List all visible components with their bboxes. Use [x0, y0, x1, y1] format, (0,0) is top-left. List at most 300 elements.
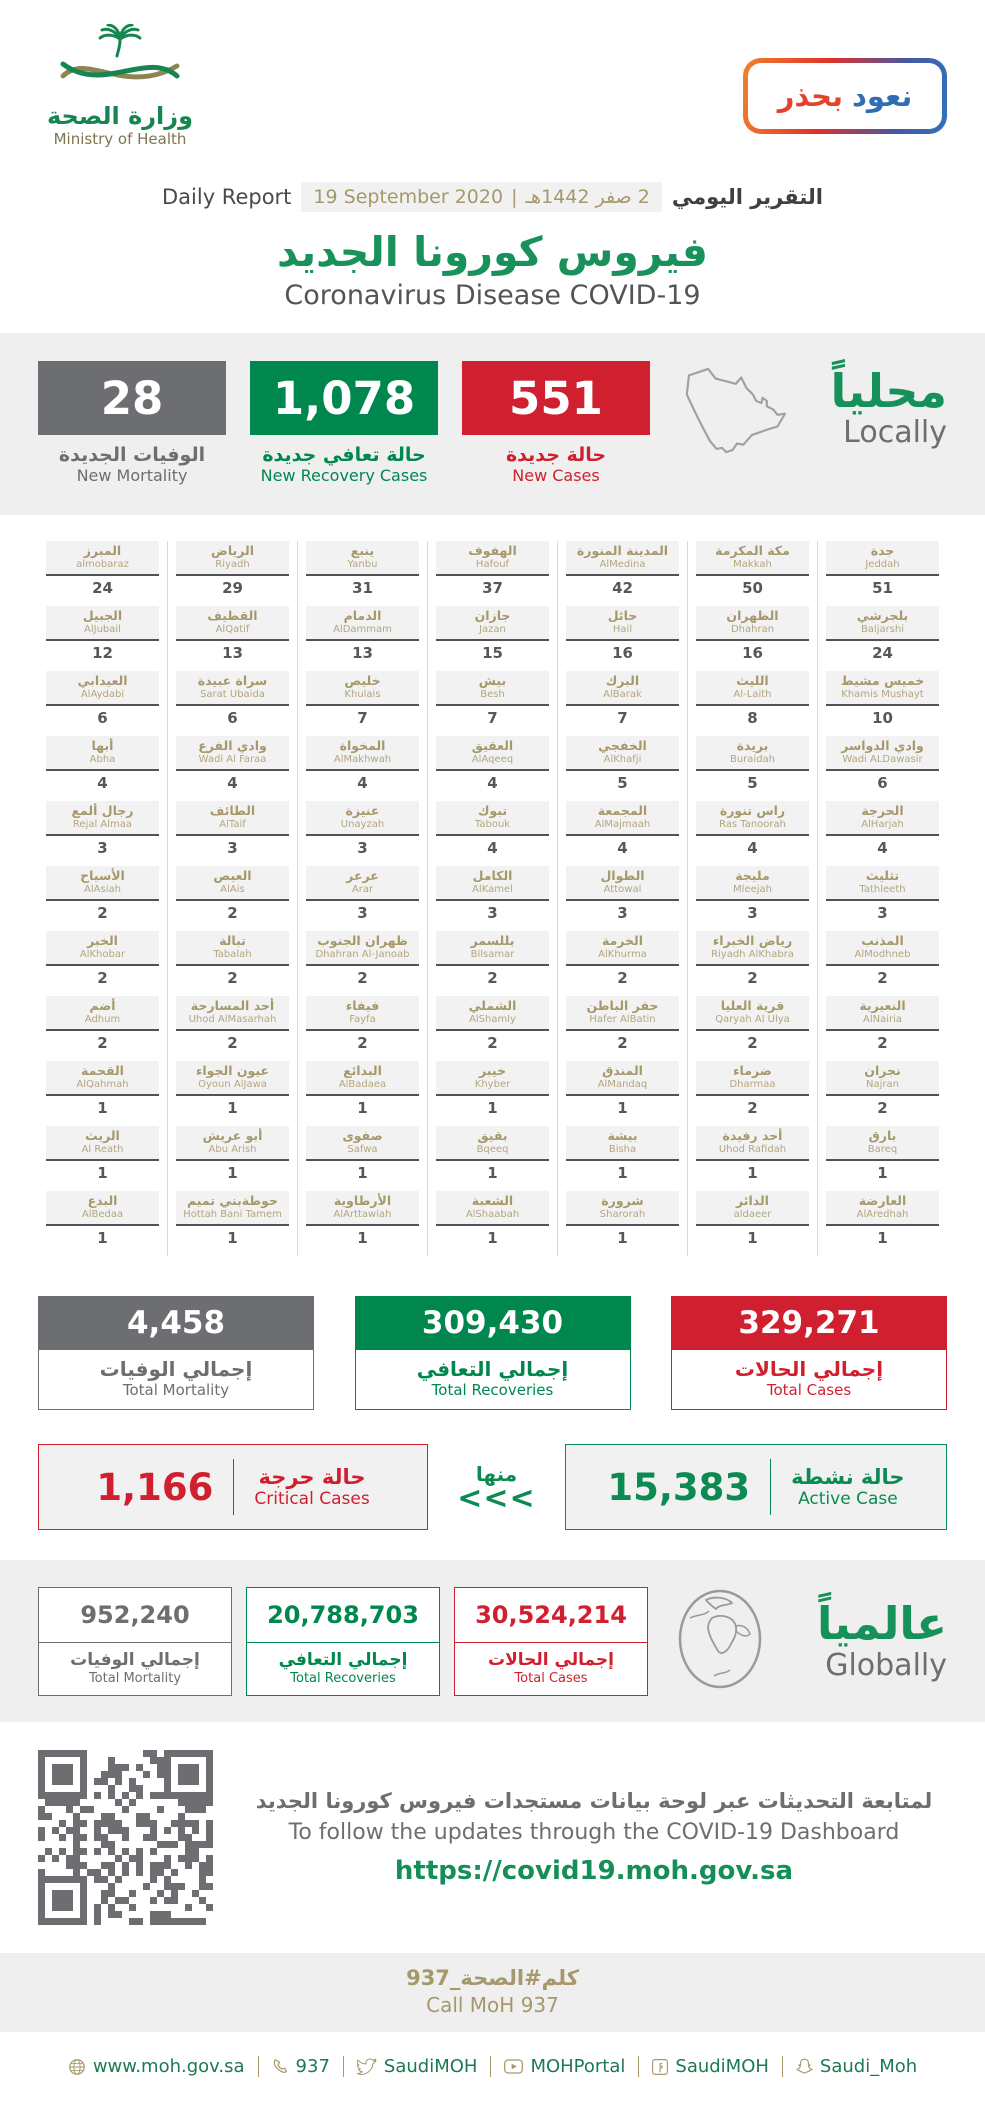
city-name	[826, 996, 939, 1031]
city-case-count: 2	[97, 904, 108, 922]
city-name-ar: الأرطاوية	[333, 1193, 392, 1208]
city-name-ar: شرورة	[601, 1193, 644, 1208]
city-case-count: 3	[97, 839, 108, 857]
city-cell	[298, 931, 427, 994]
city-name	[436, 996, 549, 1031]
city-cell	[38, 1126, 167, 1189]
city-name-ar: خميس مشيط	[840, 673, 925, 688]
city-name	[436, 736, 549, 771]
city-case-count: 1	[877, 1164, 888, 1182]
city-cell	[428, 996, 557, 1059]
city-name	[436, 671, 549, 706]
city-case-count: 2	[747, 1034, 758, 1052]
city-case-count: 2	[617, 1034, 628, 1052]
city-case-count: 1	[97, 1099, 108, 1117]
city-case-count: 1	[357, 1229, 368, 1247]
city-cell	[558, 996, 687, 1059]
badge-word-orange: بحذر	[777, 79, 843, 113]
footer-item-saudimoh[interactable]	[638, 2056, 782, 2077]
city-name-ar: جازان	[474, 608, 511, 623]
city-name-ar: الكامل	[472, 868, 513, 883]
total-mortality-label-ar: إجمالي الوفيات	[99, 1357, 253, 1381]
dashboard-url-link[interactable]: https://covid19.moh.gov.sa	[394, 1856, 794, 1886]
city-cell	[558, 1126, 687, 1189]
city-case-count: 3	[877, 904, 888, 922]
dashboard-section	[0, 1722, 985, 1953]
city-name-en: AlShaabah	[465, 1209, 520, 1220]
global-cases-label-en: Total Cases	[514, 1670, 588, 1686]
city-name	[826, 801, 939, 836]
city-name-en: Tathleeth	[859, 884, 906, 895]
total-mortality-box	[38, 1296, 314, 1410]
city-cell	[168, 801, 297, 864]
city-name-ar: الليث	[736, 673, 769, 688]
city-name	[46, 606, 159, 641]
city-case-count: 2	[487, 1034, 498, 1052]
city-column	[427, 541, 557, 1256]
city-name-ar: أبها	[91, 738, 114, 753]
city-cell	[428, 801, 557, 864]
city-cell	[558, 671, 687, 734]
city-case-count: 24	[872, 644, 893, 662]
city-name	[566, 996, 679, 1031]
global-recoveries-label-en: Total Recoveries	[290, 1670, 396, 1686]
active-cases-label-ar: حالة نشطة	[791, 1465, 905, 1489]
city-name-en: Hottah Bani Tamem	[183, 1209, 282, 1220]
city-name	[46, 866, 159, 901]
phone-icon	[272, 2058, 289, 2075]
total-cases-label-ar: إجمالي الحالات	[734, 1357, 884, 1381]
city-name-en: AlKamel	[472, 884, 513, 895]
city-cell	[558, 736, 687, 799]
city-name-en: AlArttawiah	[333, 1209, 392, 1220]
city-case-count: 4	[877, 839, 888, 857]
new-recovery-value: 1,078	[250, 361, 438, 435]
city-name-en: AlModhneb	[854, 949, 911, 960]
city-case-count: 51	[872, 579, 893, 597]
city-case-count: 37	[482, 579, 503, 597]
active-cases-value: 15,383	[607, 1465, 751, 1509]
city-name-ar: رياض الخبراء	[712, 933, 793, 948]
city-name-ar: الريث	[85, 1128, 120, 1143]
city-cell	[818, 736, 947, 799]
city-case-count: 2	[877, 969, 888, 987]
global-recoveries-label-ar: إجمالي التعافي	[278, 1649, 408, 1670]
city-name-en: Bllsamar	[470, 949, 515, 960]
city-cell	[558, 931, 687, 994]
locally-heading-en: Locally	[843, 415, 947, 450]
city-case-count: 1	[227, 1099, 238, 1117]
city-name-ar: بريدة	[736, 738, 769, 753]
footer-item-label: www.moh.gov.sa	[92, 2056, 245, 2077]
city-name-en: Bqeeq	[476, 1144, 509, 1155]
total-mortality-value: 4,458	[38, 1296, 314, 1350]
city-cell	[428, 1191, 557, 1254]
city-cell	[688, 671, 817, 734]
city-name-en: Arar	[351, 884, 374, 895]
city-cell	[298, 801, 427, 864]
city-cell	[428, 736, 557, 799]
city-name-ar: جدة	[870, 543, 895, 558]
city-name-en: AlAsiah	[84, 884, 121, 895]
city-name-ar: الظهران	[726, 608, 779, 623]
city-name-en: Adhum	[84, 1014, 121, 1025]
city-case-count: 1	[487, 1229, 498, 1247]
total-cases-labels	[671, 1350, 947, 1410]
city-name-en: Najran	[866, 1079, 899, 1090]
city-case-count: 2	[97, 969, 108, 987]
city-name-en: Abu Arish	[208, 1144, 257, 1155]
city-name	[176, 866, 289, 901]
city-cell	[38, 801, 167, 864]
city-name-ar: الجبيل	[82, 608, 123, 623]
city-name-ar: حائل	[607, 608, 638, 623]
totals-row	[0, 1264, 985, 1418]
global-cases-label-ar: إجمالي الحالات	[488, 1649, 614, 1670]
city-name	[566, 1191, 679, 1226]
city-name-en: AlBadaea	[338, 1079, 387, 1090]
city-name-en: Rejal Almaa	[72, 819, 133, 830]
city-name-en: Mleejah	[733, 884, 772, 895]
city-name-en: Al-Laith	[733, 689, 772, 700]
report-date-hijri: 2 صفر 1442هـ	[525, 186, 650, 208]
new-mortality-label-en: New Mortality	[76, 466, 188, 485]
city-case-count: 7	[617, 709, 628, 727]
city-cell	[428, 1126, 557, 1189]
city-name-ar: الطوال	[600, 868, 645, 883]
city-name	[436, 866, 549, 901]
city-cell	[688, 541, 817, 604]
city-name-ar: العيص	[213, 868, 252, 883]
city-name-en: AlAis	[220, 884, 245, 895]
city-name	[696, 541, 809, 576]
city-case-count: 1	[617, 1164, 628, 1182]
city-name	[46, 996, 159, 1031]
locally-heading	[831, 361, 947, 450]
total-cases-label-en: Total Cases	[766, 1381, 852, 1399]
city-name	[176, 541, 289, 576]
city-case-count: 13	[222, 644, 243, 662]
city-cell	[298, 866, 427, 929]
footer-item-label: SaudiMOH	[675, 2056, 769, 2077]
city-name-en: Hafouf	[475, 559, 510, 570]
city-case-count: 29	[222, 579, 243, 597]
city-name-ar: بلجرشي	[856, 608, 909, 623]
critical-cases-label-ar: حالة حرجة	[258, 1465, 366, 1489]
city-name	[696, 671, 809, 706]
daily-report-label-en: Daily Report	[161, 185, 292, 209]
city-name	[306, 541, 419, 576]
city-cell	[38, 931, 167, 994]
city-case-count: 1	[487, 1099, 498, 1117]
city-case-count: 16	[742, 644, 763, 662]
city-cell	[818, 1126, 947, 1189]
city-name-en: AlBarak	[603, 689, 642, 700]
city-name-ar: تثليث	[865, 868, 900, 883]
city-name-en: AlShamly	[469, 1014, 516, 1025]
city-name	[566, 1061, 679, 1096]
city-name-en: Khulais	[344, 689, 381, 700]
city-name-ar: خيبر	[479, 1063, 506, 1078]
report-date	[301, 182, 661, 212]
city-case-count: 12	[92, 644, 113, 662]
city-cell	[428, 606, 557, 669]
city-name-ar: تبوك	[477, 803, 508, 818]
city-case-count: 4	[487, 839, 498, 857]
city-cell	[558, 1191, 687, 1254]
city-column	[557, 541, 687, 1256]
city-cell	[558, 1061, 687, 1124]
city-name	[306, 801, 419, 836]
city-cell	[818, 1061, 947, 1124]
global-mortality-value: 952,240	[39, 1588, 231, 1643]
city-cell	[818, 1191, 947, 1254]
city-name-ar: الهفوف	[468, 543, 517, 558]
city-name	[696, 996, 809, 1031]
city-name	[306, 996, 419, 1031]
city-cell	[38, 541, 167, 604]
city-name	[696, 1126, 809, 1161]
footer-item-mohportal[interactable]	[490, 2056, 638, 2077]
moh-logo	[40, 24, 200, 148]
city-cell	[558, 801, 687, 864]
new-mortality-stat	[38, 361, 226, 485]
city-cell	[428, 541, 557, 604]
city-name-en: AlMakhwah	[333, 754, 392, 765]
city-name-ar: حفر الباطن	[586, 998, 659, 1013]
city-name-en: AlMandaq	[597, 1079, 648, 1090]
city-name	[176, 671, 289, 706]
moh-name-english: Ministry of Health	[53, 130, 187, 148]
city-name	[696, 801, 809, 836]
city-name-ar: ينبع	[350, 543, 375, 558]
city-cell	[168, 736, 297, 799]
total-recoveries-value: 309,430	[355, 1296, 631, 1350]
city-name-ar: فيفاء	[345, 998, 380, 1013]
city-name	[826, 1126, 939, 1161]
footer-item-www-moh-gov-sa[interactable]	[55, 2056, 258, 2077]
city-name-ar: عيون الجواء	[196, 1063, 269, 1078]
global-recoveries-value: 20,788,703	[247, 1588, 439, 1643]
critical-active-row	[0, 1418, 985, 1560]
city-case-count: 1	[877, 1229, 888, 1247]
footer-item-saudimoh[interactable]	[343, 2056, 491, 2077]
city-name	[176, 736, 289, 771]
footer-item-937[interactable]	[258, 2056, 343, 2077]
city-cell	[558, 866, 687, 929]
city-case-count: 16	[612, 644, 633, 662]
city-case-count: 4	[227, 774, 238, 792]
city-name-ar: العارضة	[858, 1193, 907, 1208]
city-name	[176, 801, 289, 836]
active-cases-labels	[791, 1465, 904, 1509]
city-name	[306, 671, 419, 706]
city-cell	[688, 736, 817, 799]
city-name-ar: بيش	[478, 673, 507, 688]
city-cell	[818, 541, 947, 604]
city-cell	[168, 931, 297, 994]
city-cell	[298, 1061, 427, 1124]
city-case-count: 3	[357, 839, 368, 857]
city-name-en: AlTaif	[219, 819, 246, 830]
critical-cases-label-en: Critical Cases	[254, 1489, 370, 1509]
city-case-count: 1	[227, 1164, 238, 1182]
city-name	[306, 866, 419, 901]
active-cases-label-en: Active Case	[798, 1489, 898, 1509]
city-case-count: 1	[357, 1164, 368, 1182]
city-case-count: 4	[617, 839, 628, 857]
city-name-ar: المذنب	[861, 933, 904, 948]
city-name-ar: المدينة المنورة	[576, 543, 669, 558]
city-name	[46, 1061, 159, 1096]
youtube-icon	[504, 2059, 523, 2074]
city-case-count: 31	[352, 579, 373, 597]
footer-item-saudi-moh[interactable]	[782, 2056, 930, 2077]
city-name-ar: خليص	[344, 673, 381, 688]
city-name-ar: بارق	[868, 1128, 897, 1143]
city-case-count: 1	[487, 1164, 498, 1182]
city-name-en: Sharorah	[599, 1209, 646, 1220]
city-cell	[688, 996, 817, 1059]
city-case-count: 3	[357, 904, 368, 922]
city-name-ar: البرك	[605, 673, 640, 688]
city-case-count: 2	[227, 904, 238, 922]
footer-item-label: 937	[295, 2056, 330, 2077]
report-date-row	[0, 182, 985, 212]
city-name-ar: قرية العليا	[720, 998, 785, 1013]
city-name	[306, 736, 419, 771]
date-separator: |	[511, 186, 518, 208]
city-cell	[38, 1191, 167, 1254]
city-name-en: Hail	[612, 624, 633, 635]
city-name-en: Oyoun AlJawa	[198, 1079, 267, 1090]
city-name-ar: بيشة	[607, 1128, 638, 1143]
city-cell	[298, 736, 427, 799]
page-title-arabic: فيروس كورونا الجديد	[277, 228, 708, 276]
city-cell	[38, 606, 167, 669]
active-cases-box	[565, 1444, 947, 1530]
city-name	[696, 736, 809, 771]
dashboard-text-en: To follow the updates through the COVID-19 Dashboard	[288, 1820, 900, 1845]
city-name-en: AlKhafji	[603, 754, 642, 765]
city-name	[436, 1061, 549, 1096]
global-cases-value: 30,524,214	[455, 1588, 647, 1643]
call-moh-band	[0, 1953, 985, 2032]
city-case-count: 10	[872, 709, 893, 727]
new-recovery-label-ar: حالة تعافي جديدة	[262, 444, 426, 466]
city-cell	[688, 931, 817, 994]
city-name-en: AlNairia	[862, 1014, 903, 1025]
city-name-ar: الحرجة	[861, 803, 904, 818]
city-name	[826, 606, 939, 641]
city-column	[167, 541, 297, 1256]
footer-item-label: SaudiMOH	[383, 2056, 478, 2077]
moh-name-arabic: وزارة الصحة	[46, 102, 194, 130]
city-name-en: Fayfa	[349, 1014, 376, 1025]
city-name-en: Uhod Rafidah	[718, 1144, 787, 1155]
city-name	[566, 736, 679, 771]
return-with-caution-badge	[743, 58, 947, 134]
city-case-count: 4	[97, 774, 108, 792]
city-name-ar: عرعر	[346, 868, 379, 883]
city-name-ar: المخواة	[339, 738, 386, 753]
city-name-en: Dharmaa	[729, 1079, 776, 1090]
city-case-count: 1	[357, 1099, 368, 1117]
city-cell	[688, 1191, 817, 1254]
city-name-ar: الخفجي	[598, 738, 647, 753]
city-name-en: AlAydabi	[80, 689, 125, 700]
city-cell	[168, 1126, 297, 1189]
city-case-count: 2	[617, 969, 628, 987]
footer-social-row	[0, 2032, 985, 2105]
city-case-count: 6	[877, 774, 888, 792]
city-cell	[168, 541, 297, 604]
badge-word-blue: نعود	[851, 79, 913, 113]
city-name-ar: تبالة	[219, 933, 246, 948]
city-case-count: 1	[97, 1164, 108, 1182]
city-name	[826, 931, 939, 966]
city-name-ar: العيدابي	[77, 673, 128, 688]
new-mortality-value: 28	[38, 361, 226, 435]
city-name	[826, 671, 939, 706]
city-name-en: Unayzah	[340, 819, 385, 830]
city-case-count: 2	[227, 969, 238, 987]
city-name-en: AlMedina	[599, 559, 646, 570]
city-name-en: AlMajmaah	[594, 819, 651, 830]
total-recoveries-label-ar: إجمالي التعافي	[416, 1357, 569, 1381]
city-name	[306, 1126, 419, 1161]
city-name-ar: البدائع	[343, 1063, 382, 1078]
city-name	[176, 1191, 289, 1226]
of-which-label: منها	[475, 1462, 518, 1486]
snapchat-icon	[796, 2058, 813, 2076]
call-moh-en: Call MoH 937	[426, 1993, 559, 2017]
city-name-ar: وادي الدواسر	[841, 738, 924, 753]
city-cell	[168, 1191, 297, 1254]
city-cell	[688, 1061, 817, 1124]
city-name-en: aldaeer	[733, 1209, 772, 1220]
city-case-count: 3	[487, 904, 498, 922]
city-name	[46, 1126, 159, 1161]
city-cell	[428, 931, 557, 994]
city-name	[306, 606, 419, 641]
city-name-en: Khamis Mushayt	[841, 689, 924, 700]
city-cell	[688, 1126, 817, 1189]
global-mortality-label-ar: إجمالي الوفيات	[70, 1649, 200, 1670]
dashboard-text	[241, 1789, 947, 1886]
city-name-en: Buraidah	[729, 754, 776, 765]
city-name	[696, 606, 809, 641]
page-title-english: Coronavirus Disease COVID-19	[284, 280, 701, 311]
total-mortality-label-en: Total Mortality	[122, 1381, 230, 1399]
city-column	[38, 541, 167, 1256]
city-name-ar: ظهران الجنوب	[317, 933, 408, 948]
facebook-icon	[652, 2059, 668, 2075]
city-name	[46, 1191, 159, 1226]
city-case-count: 2	[97, 1034, 108, 1052]
report-date-gregorian: 19 September 2020	[313, 186, 504, 208]
city-cell	[298, 671, 427, 734]
city-name	[826, 866, 939, 901]
city-name-ar: الطائف	[209, 803, 256, 818]
city-name	[436, 1126, 549, 1161]
city-name-ar: عنيزة	[345, 803, 380, 818]
cities-table	[0, 515, 985, 1264]
city-name-ar: مكة المكرمة	[715, 543, 790, 558]
city-case-count: 8	[747, 709, 758, 727]
city-case-count: 2	[357, 969, 368, 987]
city-name	[826, 736, 939, 771]
